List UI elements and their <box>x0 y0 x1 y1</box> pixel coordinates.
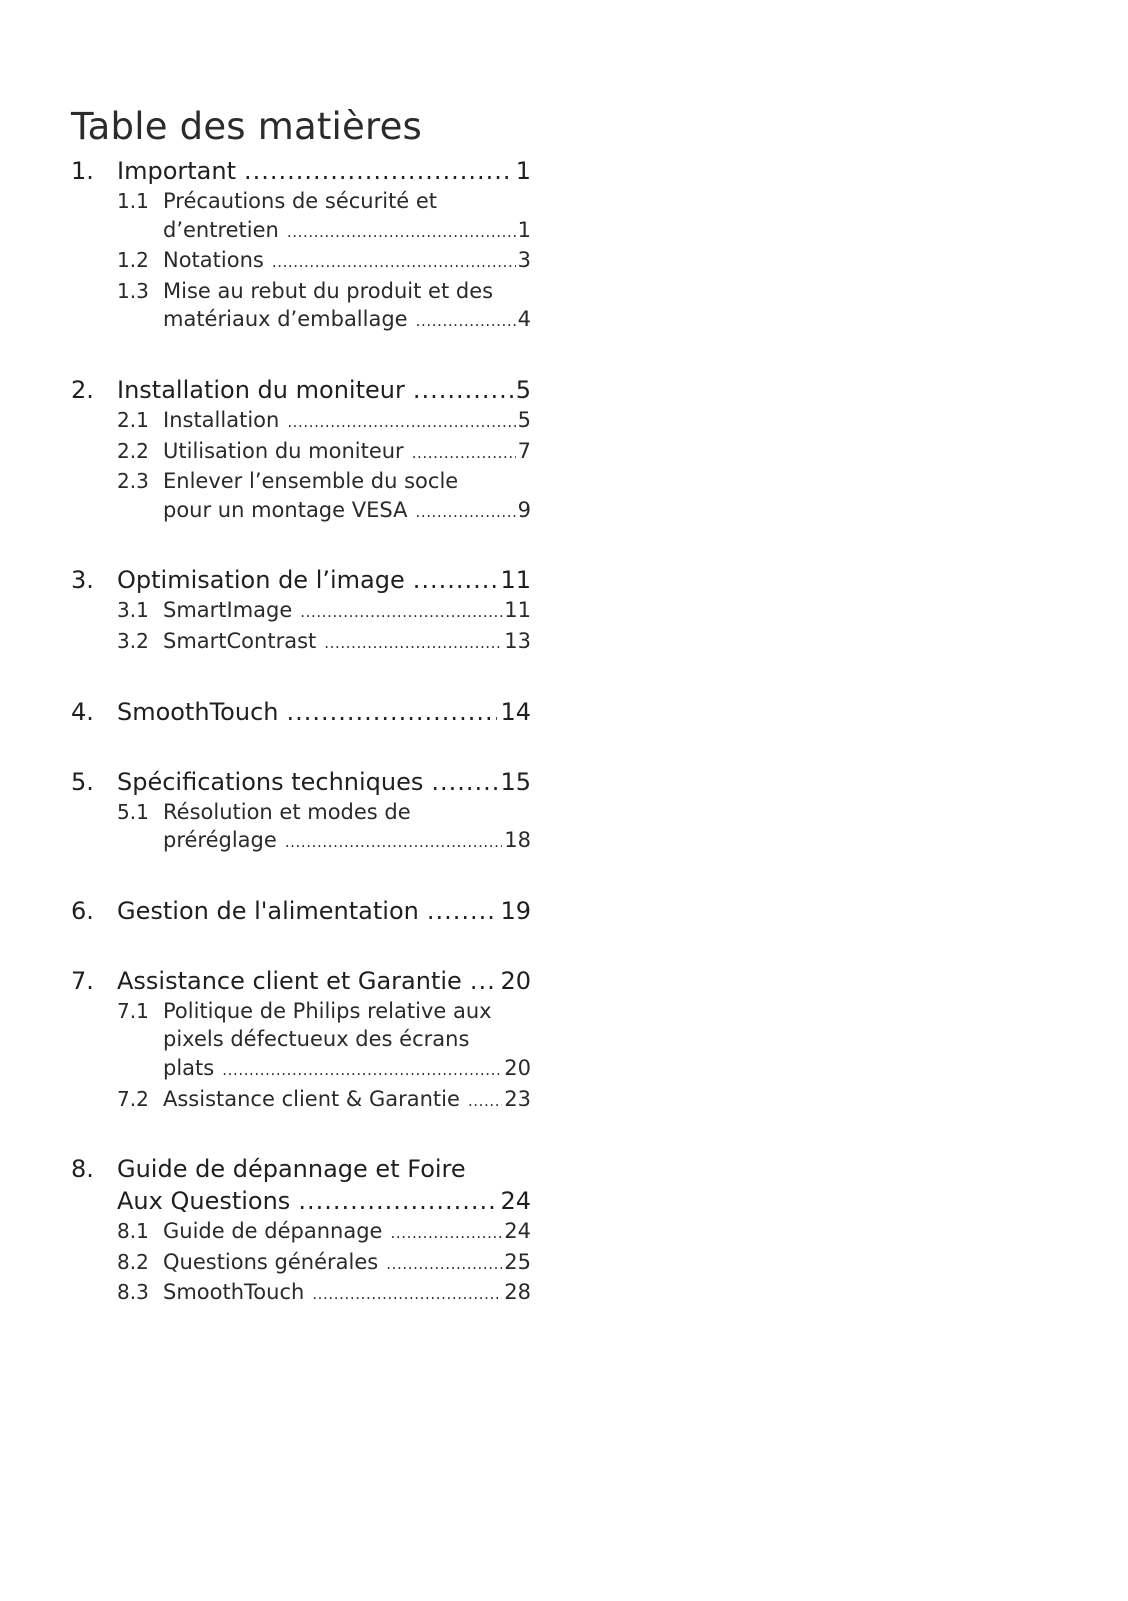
subsection-title-line: Précautions de sécurité et <box>163 189 438 213</box>
chapter-title-row <box>117 1185 531 1217</box>
subsection-title-row <box>163 596 531 627</box>
toc-chapter <box>71 696 531 728</box>
subsection-body <box>163 1085 531 1116</box>
dot-leader <box>312 1280 502 1309</box>
subsection-title-row <box>163 627 531 658</box>
toc-subsection-entry[interactable] <box>117 187 531 246</box>
toc-chapter <box>71 766 531 857</box>
subsection-page-number: 18 <box>504 828 531 853</box>
subsection-number: 1.2 <box>117 248 149 273</box>
subsection-body <box>163 1217 531 1248</box>
subsection-title-line: Résolution et modes de <box>163 799 411 824</box>
dot-leader <box>272 248 516 277</box>
toc-subsection-entry[interactable] <box>117 437 531 468</box>
subsection-title: SmartContrast <box>163 628 317 653</box>
dot-leader <box>285 828 502 857</box>
chapter-number: 8. <box>71 1155 94 1184</box>
chapter-title: Important <box>117 157 236 185</box>
chapter-title-row <box>117 696 531 728</box>
chapter-title-row <box>117 895 531 927</box>
chapter-title-row <box>117 965 531 997</box>
toc-subsection-list <box>117 187 531 336</box>
chapter-page-number: 5 <box>515 375 531 404</box>
subsection-title: Installation <box>163 407 280 432</box>
subsection-title-line: Mise au rebut du produit et des <box>163 278 494 303</box>
chapter-body <box>117 374 531 406</box>
chapter-page-number: 15 <box>500 767 531 796</box>
toc-chapter-entry[interactable] <box>71 564 531 596</box>
chapter-body <box>117 696 531 728</box>
dot-leader <box>300 598 502 627</box>
toc-subsection-entry[interactable] <box>117 997 531 1085</box>
chapter-page-number: 19 <box>500 896 531 925</box>
subsection-title-row <box>163 305 531 336</box>
chapter-page-number: 20 <box>500 966 531 995</box>
subsection-title: SmoothTouch <box>163 1280 305 1305</box>
toc-subsection-list <box>117 798 531 857</box>
dot-leader <box>390 1219 502 1248</box>
chapter-title-row <box>117 564 531 596</box>
chapter-body <box>117 155 531 187</box>
chapter-title: Assistance client et Garantie <box>117 966 462 995</box>
toc-subsection-entry[interactable] <box>117 246 531 277</box>
toc-subsection-entry[interactable] <box>117 277 531 336</box>
toc-chapter-entry[interactable] <box>71 965 531 997</box>
subsection-title: Assistance client & Garantie <box>163 1086 460 1111</box>
dot-leader <box>412 439 516 468</box>
subsection-body <box>163 997 531 1085</box>
chapter-title: Gestion de l'alimentation <box>117 896 419 925</box>
chapter-title: Installation du moniteur <box>117 375 405 404</box>
subsection-page-number: 20 <box>504 1055 531 1080</box>
chapter-title-row <box>117 155 531 187</box>
chapter-number: 5. <box>71 767 94 796</box>
chapter-body <box>117 1153 531 1217</box>
chapter-number: 3. <box>71 566 94 595</box>
subsection-title-row <box>163 246 531 277</box>
subsection-page-number: 9 <box>517 497 531 522</box>
subsection-title-row <box>163 496 531 527</box>
subsection-body <box>163 1248 531 1279</box>
chapter-title: Spécifications techniques <box>117 767 424 796</box>
chapter-title: Aux Questions <box>117 1187 291 1216</box>
toc-subsection-list <box>117 997 531 1115</box>
dot-leader <box>413 564 498 596</box>
subsection-title-row <box>163 826 531 857</box>
subsection-title-row <box>163 406 531 437</box>
dot-leader <box>324 629 502 658</box>
subsection-number: 8.3 <box>117 1280 149 1305</box>
subsection-page-number: 25 <box>504 1249 531 1274</box>
toc-subsection-entry[interactable] <box>117 1248 531 1279</box>
subsection-body <box>163 406 531 437</box>
subsection-title: d’entretien <box>163 217 279 242</box>
chapter-title-row <box>117 374 531 406</box>
subsection-number: 8.1 <box>117 1219 149 1244</box>
subsection-number: 3.2 <box>117 628 149 653</box>
dot-leader <box>298 1185 497 1217</box>
subsection-title-row <box>163 1278 531 1309</box>
toc-subsection-list <box>117 406 531 526</box>
chapter-body <box>117 766 531 798</box>
dot-leader <box>286 696 497 728</box>
toc-chapter <box>71 374 531 526</box>
subsection-title: pour un montage VESA <box>163 497 408 522</box>
subsection-page-number: 7 <box>517 438 531 463</box>
toc-subsection-entry[interactable] <box>117 596 531 627</box>
subsection-title: Utilisation du moniteur <box>163 438 404 463</box>
subsection-body <box>163 187 531 246</box>
subsection-body <box>163 437 531 468</box>
subsection-title-row <box>163 1054 531 1085</box>
subsection-number: 2.1 <box>117 407 149 432</box>
table-of-contents <box>71 155 531 1309</box>
subsection-body <box>163 1278 531 1309</box>
dot-leader <box>413 374 513 406</box>
subsection-page-number: 11 <box>504 598 531 623</box>
subsection-page-number: 4 <box>517 307 531 332</box>
chapter-number: 2. <box>71 375 94 404</box>
subsection-title-line: Politique de Philips relative aux pixels défectueux des écrans <box>163 998 492 1052</box>
subsection-body <box>163 596 531 627</box>
dot-leader <box>470 965 498 997</box>
subsection-page-number: 1 <box>517 217 531 242</box>
subsection-body <box>163 246 531 277</box>
toc-chapter <box>71 895 531 927</box>
subsection-title: SmartImage <box>163 598 293 623</box>
toc-subsection-entry[interactable] <box>117 798 531 857</box>
toc-chapter-entry[interactable] <box>71 696 531 728</box>
dot-leader <box>431 766 497 798</box>
subsection-title: Questions générales <box>163 1249 379 1274</box>
chapter-body <box>117 965 531 997</box>
toc-subsection-entry[interactable] <box>117 1085 531 1116</box>
chapter-body <box>117 895 531 927</box>
chapter-number: 6. <box>71 896 94 925</box>
subsection-title-row <box>163 437 531 468</box>
dot-leader <box>468 1087 502 1116</box>
dot-leader <box>427 895 498 927</box>
subsection-title-row <box>163 216 531 247</box>
dot-leader <box>415 498 515 527</box>
chapter-title-line: Guide de dépannage et Foire <box>117 1155 466 1184</box>
subsection-title-row <box>163 1217 531 1248</box>
chapter-title-row <box>117 766 531 798</box>
subsection-number: 8.2 <box>117 1249 149 1274</box>
subsection-title: plats <box>163 1055 215 1080</box>
toc-subsection-entry[interactable] <box>117 467 531 526</box>
toc-subsection-entry[interactable] <box>117 1278 531 1309</box>
toc-chapter-entry[interactable] <box>71 155 531 187</box>
subsection-title: matériaux d’emballage <box>163 307 408 332</box>
chapter-number: 4. <box>71 697 94 726</box>
subsection-page-number: 5 <box>517 407 531 432</box>
toc-subsection-entry[interactable] <box>117 1217 531 1248</box>
chapter-body <box>117 564 531 596</box>
toc-subsection-list <box>117 596 531 657</box>
chapter-page-number: 11 <box>500 566 531 595</box>
subsection-title: Guide de dépannage <box>163 1219 383 1244</box>
dot-leader <box>222 1056 502 1085</box>
subsection-page-number: 23 <box>504 1086 531 1111</box>
dot-leader <box>416 307 516 336</box>
dot-leader <box>287 218 516 247</box>
subsection-body <box>163 277 531 336</box>
toc-subsection-list <box>117 1217 531 1309</box>
subsection-number: 2.2 <box>117 438 149 463</box>
page-title: Table des matières <box>71 104 423 148</box>
subsection-title-line: Enlever l’ensemble du socle <box>163 469 459 494</box>
chapter-title: Optimisation de l’image <box>117 566 405 595</box>
subsection-number: 2.3 <box>117 469 149 494</box>
subsection-title-row <box>163 1085 531 1116</box>
toc-chapter <box>71 155 531 336</box>
dot-leader <box>244 155 513 187</box>
toc-subsection-entry[interactable] <box>117 406 531 437</box>
subsection-number: 1.3 <box>117 278 149 303</box>
subsection-page-number: 28 <box>504 1280 531 1305</box>
subsection-number: 3.1 <box>117 598 149 623</box>
chapter-number: 7. <box>71 966 94 995</box>
subsection-title: préréglage <box>163 828 277 853</box>
toc-chapter-entry[interactable] <box>71 1153 531 1217</box>
dot-leader <box>287 408 515 437</box>
subsection-title: Notations <box>163 248 264 273</box>
dot-leader <box>386 1250 502 1279</box>
toc-chapter <box>71 564 531 657</box>
toc-chapter-entry[interactable] <box>71 374 531 406</box>
toc-subsection-entry[interactable] <box>117 627 531 658</box>
toc-chapter <box>71 965 531 1115</box>
chapter-number: 1. <box>71 157 94 185</box>
chapter-title: SmoothTouch <box>117 697 279 726</box>
subsection-page-number: 3 <box>517 248 531 273</box>
toc-chapter <box>71 1153 531 1309</box>
subsection-number: 1.1 <box>117 189 149 213</box>
subsection-number: 5.1 <box>117 799 149 824</box>
chapter-page-number: 1 <box>515 157 531 185</box>
chapter-page-number: 24 <box>500 1187 531 1216</box>
subsection-number: 7.1 <box>117 998 149 1023</box>
subsection-body <box>163 467 531 526</box>
subsection-number: 7.2 <box>117 1086 149 1111</box>
subsection-page-number: 24 <box>504 1219 531 1244</box>
subsection-page-number: 13 <box>504 628 531 653</box>
subsection-title-row <box>163 1248 531 1279</box>
chapter-page-number: 14 <box>500 697 531 726</box>
toc-chapter-entry[interactable] <box>71 766 531 798</box>
subsection-body <box>163 627 531 658</box>
subsection-body <box>163 798 531 857</box>
toc-chapter-entry[interactable] <box>71 895 531 927</box>
